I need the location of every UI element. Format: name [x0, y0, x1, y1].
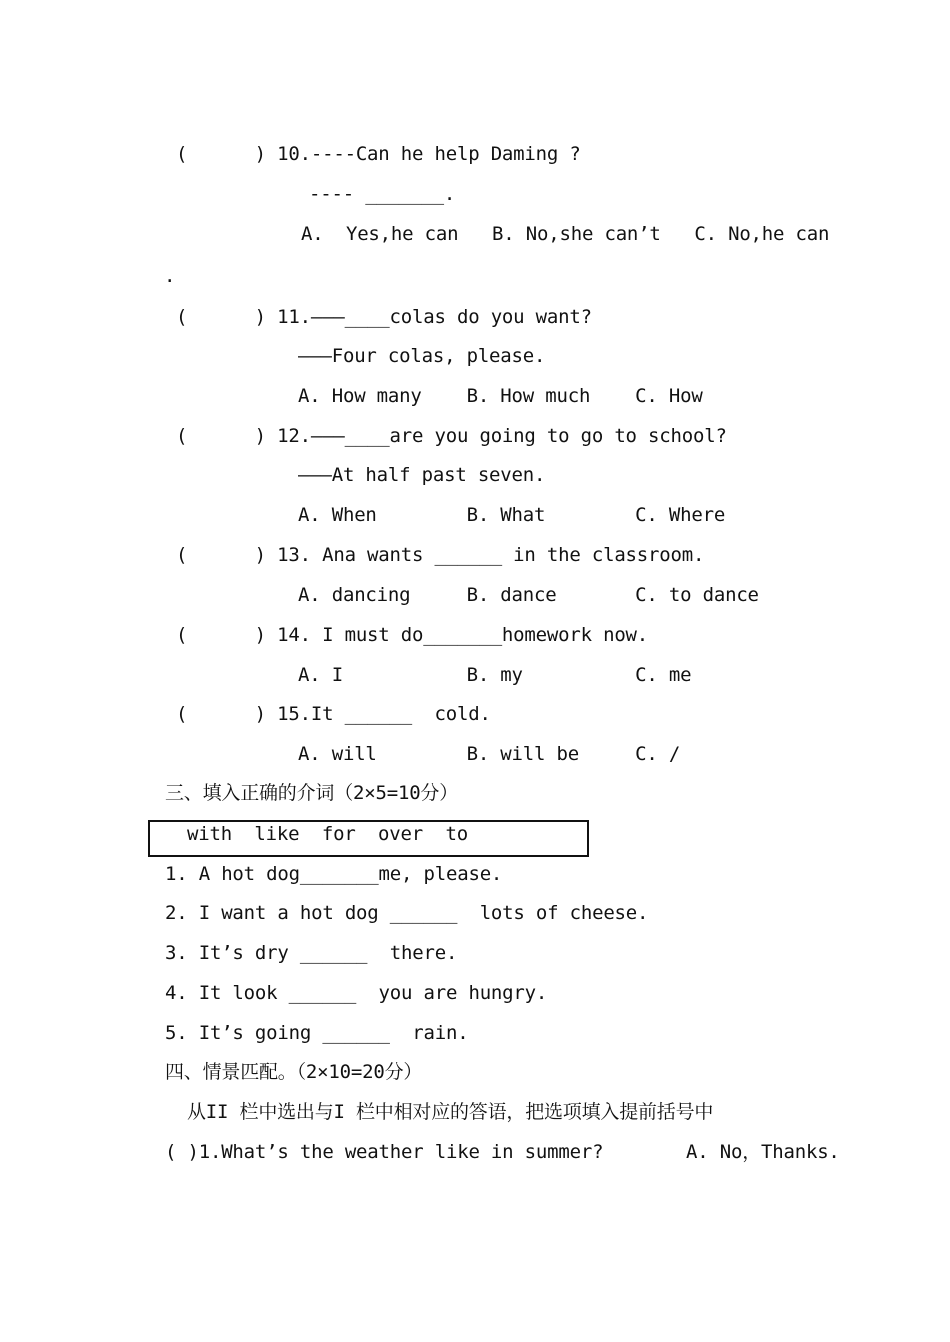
section-3-item-5: 5. It’s going ______ rain.: [165, 1022, 469, 1044]
section-3-title: 三、填入正确的介词（2×5=10分）: [165, 782, 459, 804]
question-11-options: A. How many B. How much C. How: [298, 385, 703, 407]
question-10-dot: .: [164, 265, 176, 287]
question-12-options: A. When B. What C. Where: [298, 504, 726, 526]
section-3-item-2: 2. I want a hot dog ______ lots of cheese.: [165, 902, 649, 924]
section-4-title: 四、情景匹配。（2×10=20分）: [165, 1061, 423, 1083]
section-3-item-4: 4. It look ______ you are hungry.: [165, 982, 548, 1004]
question-12-stem: ( ) 12.———____are you going to go to school?: [176, 425, 727, 447]
question-12-answer: ———At half past seven.: [298, 464, 546, 486]
question-13-stem: ( ) 13. Ana wants ______ in the classroom.: [176, 544, 705, 566]
question-10-options: A. Yes,he can B. No,she can’t C. No,he can: [301, 223, 830, 245]
question-11-answer: ———Four colas, please.: [298, 345, 546, 367]
question-10-stem: ( ) 10.----Can he help Daming ?: [176, 143, 581, 165]
question-15-options: A. will B. will be C. /: [298, 743, 681, 765]
question-14-options: A. I B. my C. me: [298, 664, 692, 686]
question-10-answer: ---- _______.: [309, 183, 456, 205]
section-4-instruction: 从II 栏中选出与I 栏中相对应的答语，把选项填入提前括号中: [187, 1101, 714, 1123]
section-4-item-1-answer: A. No，Thanks.: [686, 1141, 840, 1163]
question-13-options: A. dancing B. dance C. to dance: [298, 584, 759, 606]
section-4-item-1-question: ( )1.What’s the weather like in summer?: [165, 1141, 604, 1163]
question-11-stem: ( ) 11.———____colas do you want?: [176, 306, 592, 328]
word-box-words: with like for over to: [187, 823, 468, 845]
question-15-stem: ( ) 15.It ______ cold.: [176, 703, 491, 725]
section-3-item-1: 1. A hot dog_______me, please.: [165, 863, 503, 885]
section-3-item-3: 3. It’s dry ______ there.: [165, 942, 458, 964]
question-14-stem: ( ) 14. I must do_______homework now.: [176, 624, 649, 646]
